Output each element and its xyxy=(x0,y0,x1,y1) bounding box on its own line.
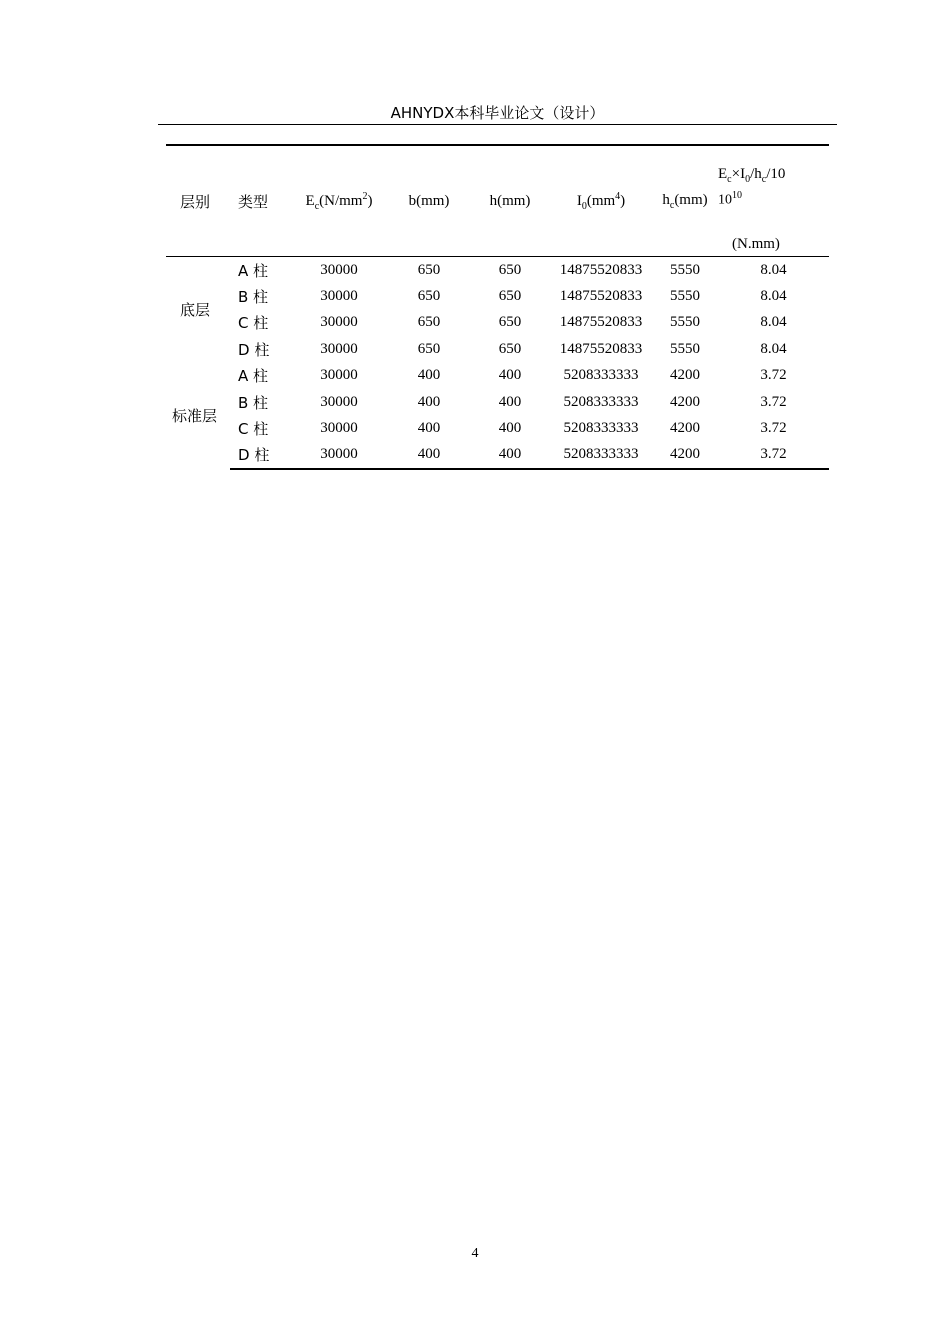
hc-cell: 4200 xyxy=(670,393,700,410)
h-cell: 650 xyxy=(498,314,522,331)
i0-cell: 14875520833 xyxy=(559,261,643,278)
header-ec-subscript: c xyxy=(314,200,320,212)
ec-cell: 30000 xyxy=(320,287,358,304)
type-cell: D 柱 xyxy=(230,442,290,469)
stiffness-cell: 8.04 xyxy=(760,287,787,304)
ec-cell: 30000 xyxy=(290,442,388,469)
header-h: h(mm) xyxy=(470,145,550,257)
i0-cell: 5208333333 xyxy=(563,420,639,437)
running-header: AHNYDX本科毕业论文（设计） xyxy=(390,104,605,122)
b-cell: 400 xyxy=(417,420,441,437)
formula-i-sub: 0 xyxy=(745,174,751,185)
header-i0-symbol: I xyxy=(576,192,582,209)
header-ec xyxy=(290,145,388,257)
hc-cell: 5550 xyxy=(670,314,700,331)
stiffness-cell: 8.04 xyxy=(760,314,787,331)
power-base: 10 xyxy=(718,192,732,208)
i0-cell: 14875520833 xyxy=(559,314,643,331)
layer-cell: 标准层 xyxy=(172,407,218,425)
header-stiffness-formula xyxy=(718,166,785,185)
header-hc-symbol: h xyxy=(662,191,670,208)
header-ec-unit: (N/mm xyxy=(319,192,363,209)
header-rule xyxy=(158,124,837,125)
header-hc-unit: (mm) xyxy=(674,191,708,208)
b-cell: 400 xyxy=(417,393,441,410)
ec-cell: 30000 xyxy=(320,340,358,357)
h-cell: 650 xyxy=(498,261,522,278)
type-cell: A 柱 xyxy=(238,261,269,280)
type-cell: C 柱 xyxy=(238,420,269,439)
header-ec-symbol: E xyxy=(305,192,315,209)
hc-cell: 5550 xyxy=(670,340,700,357)
header-stiffness xyxy=(718,145,829,257)
hc-cell: 4200 xyxy=(652,442,718,469)
type-cell: A 柱 xyxy=(238,367,269,386)
table-row xyxy=(166,310,829,337)
column-stiffness-table-container xyxy=(166,144,829,470)
formula-times-i: ×I xyxy=(731,166,746,182)
header-layer: 层别 xyxy=(166,145,230,257)
formula-e: E xyxy=(718,166,728,182)
header-stiffness-power xyxy=(718,190,742,209)
layer-cell: 底层 xyxy=(180,301,211,320)
column-stiffness-table xyxy=(166,144,829,470)
ec-cell: 30000 xyxy=(320,393,358,410)
h-cell: 650 xyxy=(498,340,522,357)
header-hc-subscript: c xyxy=(669,199,675,211)
header-hc xyxy=(652,145,718,257)
table-header-row xyxy=(166,145,829,257)
header-stiffness-block xyxy=(718,146,829,256)
b-cell: 650 xyxy=(417,287,441,304)
formula-e-sub: c xyxy=(727,174,732,185)
h-cell: 400 xyxy=(470,442,550,469)
i0-cell: 14875520833 xyxy=(559,287,643,304)
hc-cell: 5550 xyxy=(670,287,700,304)
stiffness-cell: 8.04 xyxy=(760,340,787,357)
formula-div: /10 xyxy=(766,166,786,182)
header-b: b(mm) xyxy=(388,145,470,257)
stiffness-cell: 3.72 xyxy=(760,367,787,384)
type-cell: C 柱 xyxy=(238,314,269,333)
b-cell: 650 xyxy=(417,261,441,278)
stiffness-cell: 8.04 xyxy=(760,261,787,278)
stiffness-cell: 3.72 xyxy=(760,393,787,410)
i0-cell: 5208333333 xyxy=(563,393,639,410)
h-cell: 400 xyxy=(498,420,522,437)
hc-cell: 4200 xyxy=(670,420,700,437)
type-cell: B 柱 xyxy=(238,393,269,412)
formula-h: /h xyxy=(750,166,762,182)
ec-cell: 30000 xyxy=(320,261,358,278)
ec-cell: 30000 xyxy=(320,314,358,331)
b-cell: 400 xyxy=(417,367,441,384)
b-cell: 400 xyxy=(388,442,470,469)
table-row xyxy=(166,363,829,390)
table-row xyxy=(166,442,829,469)
i0-cell: 5208333333 xyxy=(563,367,639,384)
power-exponent: 10 xyxy=(732,190,742,201)
stiffness-cell: 3.72 xyxy=(718,442,829,469)
page-number: 4 xyxy=(471,1246,479,1261)
stiffness-cell: 3.72 xyxy=(760,420,787,437)
formula-h-sub: c xyxy=(761,174,767,185)
header-i0-superscript: 4 xyxy=(615,190,621,202)
b-cell: 650 xyxy=(417,340,441,357)
ec-cell: 30000 xyxy=(320,420,358,437)
table-row xyxy=(166,416,829,443)
b-cell: 650 xyxy=(417,314,441,331)
h-cell: 400 xyxy=(498,393,522,410)
h-cell: 650 xyxy=(498,287,522,304)
header-i0 xyxy=(550,145,652,257)
table-row xyxy=(166,389,829,416)
header-ec-close: ) xyxy=(367,192,373,209)
i0-cell: 5208333333 xyxy=(550,442,652,469)
hc-cell: 5550 xyxy=(670,261,700,278)
type-cell: D 柱 xyxy=(238,340,270,359)
hc-cell: 4200 xyxy=(670,367,700,384)
table-row xyxy=(166,257,829,284)
type-cell: B 柱 xyxy=(238,287,269,306)
ec-cell: 30000 xyxy=(320,367,358,384)
table-row xyxy=(166,336,829,363)
header-ec-superscript: 2 xyxy=(362,190,368,202)
h-cell: 400 xyxy=(498,367,522,384)
header-stiffness-unit: (N.mm) xyxy=(732,236,780,252)
header-type: 类型 xyxy=(230,145,290,257)
header-i0-unit: (mm xyxy=(586,192,616,209)
header-i0-close: ) xyxy=(620,192,626,209)
table-row xyxy=(166,283,829,310)
i0-cell: 14875520833 xyxy=(559,340,643,357)
header-i0-subscript: 0 xyxy=(581,200,587,212)
